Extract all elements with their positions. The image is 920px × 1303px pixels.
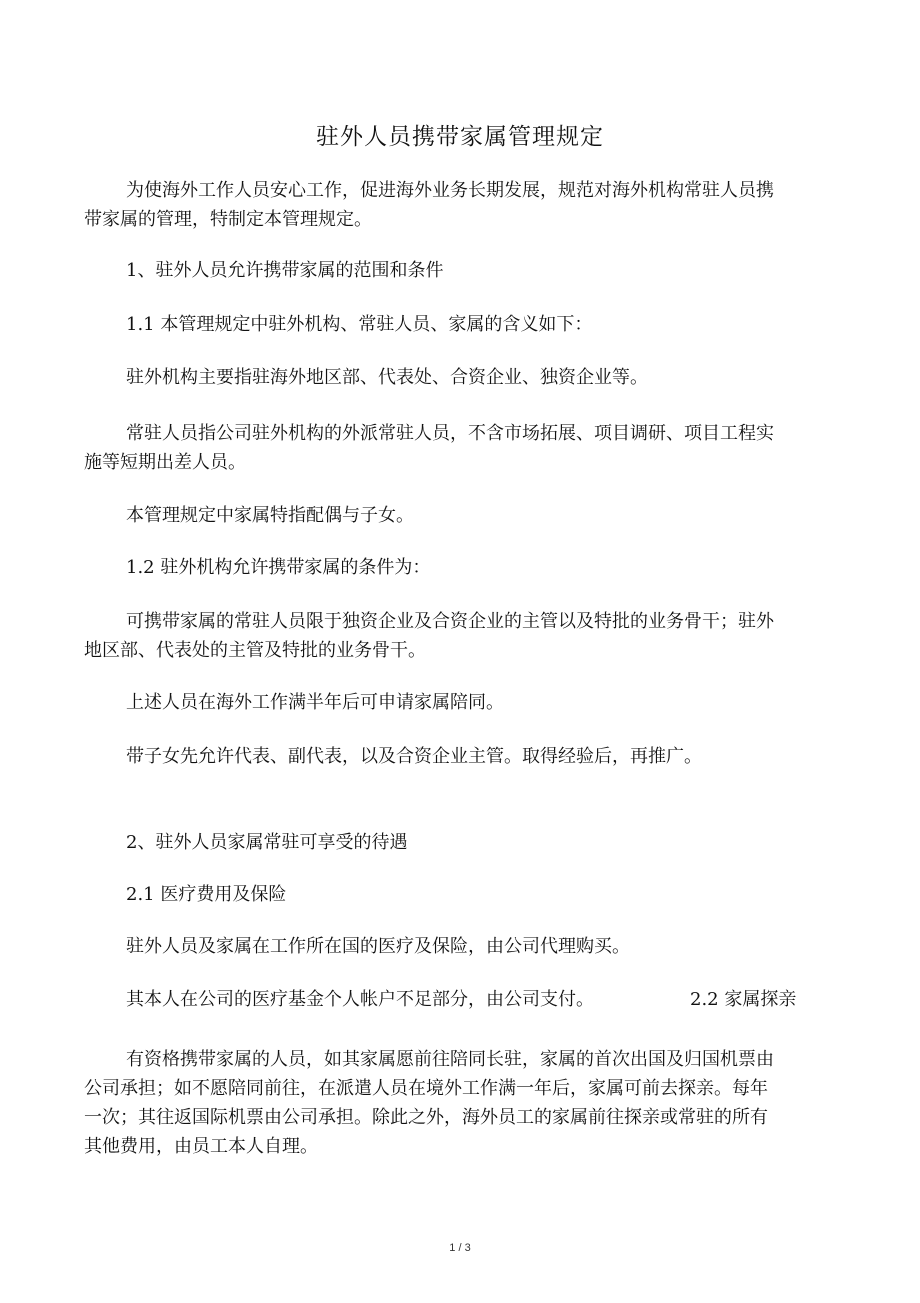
section-heading-1: 1、驻外人员允许携带家属的范围和条件 [126,260,444,281]
paragraph-definition-staff: 常驻人员指公司驻外机构的外派常驻人员，不含市场拓展、项目调研、项目工程实施等短期出差人员。 [84,423,774,473]
paragraph-definition-family: 本管理规定中家属特指配偶与子女。 [126,505,414,526]
subsection-heading-1-2: 1.2 驻外机构允许携带家属的条件为： [126,557,431,578]
paragraph-definition-agency: 驻外机构主要指驻海外地区部、代表处、合资企业、独资企业等。 [126,367,648,388]
subsection-heading-2-1: 2.1 医疗费用及保险 [126,884,287,905]
paragraph-intro: 为使海外工作人员安心工作，促进海外业务长期发展，规范对海外机构常驻人员携带家属的管理，特制定本管理规定。 [84,180,774,230]
paragraph-medical-fund: 其本人在公司的医疗基金个人帐户不足部分，由公司支付。 [126,989,594,1010]
subsection-heading-1-1: 1.1 本管理规定中驻外机构、常驻人员、家属的含义如下： [126,314,593,335]
paragraph-half-year: 上述人员在海外工作满半年后可申请家属陪同。 [126,692,504,713]
paragraph-children: 带子女先允许代表、副代表，以及合资企业主管。取得经验后，再推广。 [126,746,702,767]
paragraph-medical-insurance: 驻外人员及家属在工作所在国的医疗及保险，由公司代理购买。 [126,936,630,957]
page-number: 1 / 3 [449,1242,471,1254]
paragraph-eligible-staff: 可携带家属的常驻人员限于独资企业及合资企业的主管以及特批的业务骨干；驻外地区部、代表处的主管及特批的业务骨干。 [84,611,774,661]
section-heading-2: 2、驻外人员家属常驻可享受的待遇 [126,832,408,853]
subsection-heading-2-2: 2.2 家属探亲 [690,989,797,1010]
document-title: 驻外人员携带家属管理规定 [316,124,604,150]
paragraph-family-visit: 有资格携带家属的人员，如其家属愿前往陪同长驻，家属的首次出国及归国机票由公司承担；如不愿陪同前往，在派遣人员在境外工作满一年后，家属可前去探亲。每年一次；其往返国际机票由公司承担。除此之外，海外员工的家属前往探亲或常驻的所有其他费用，由员工本人自理。 [84,1049,774,1157]
